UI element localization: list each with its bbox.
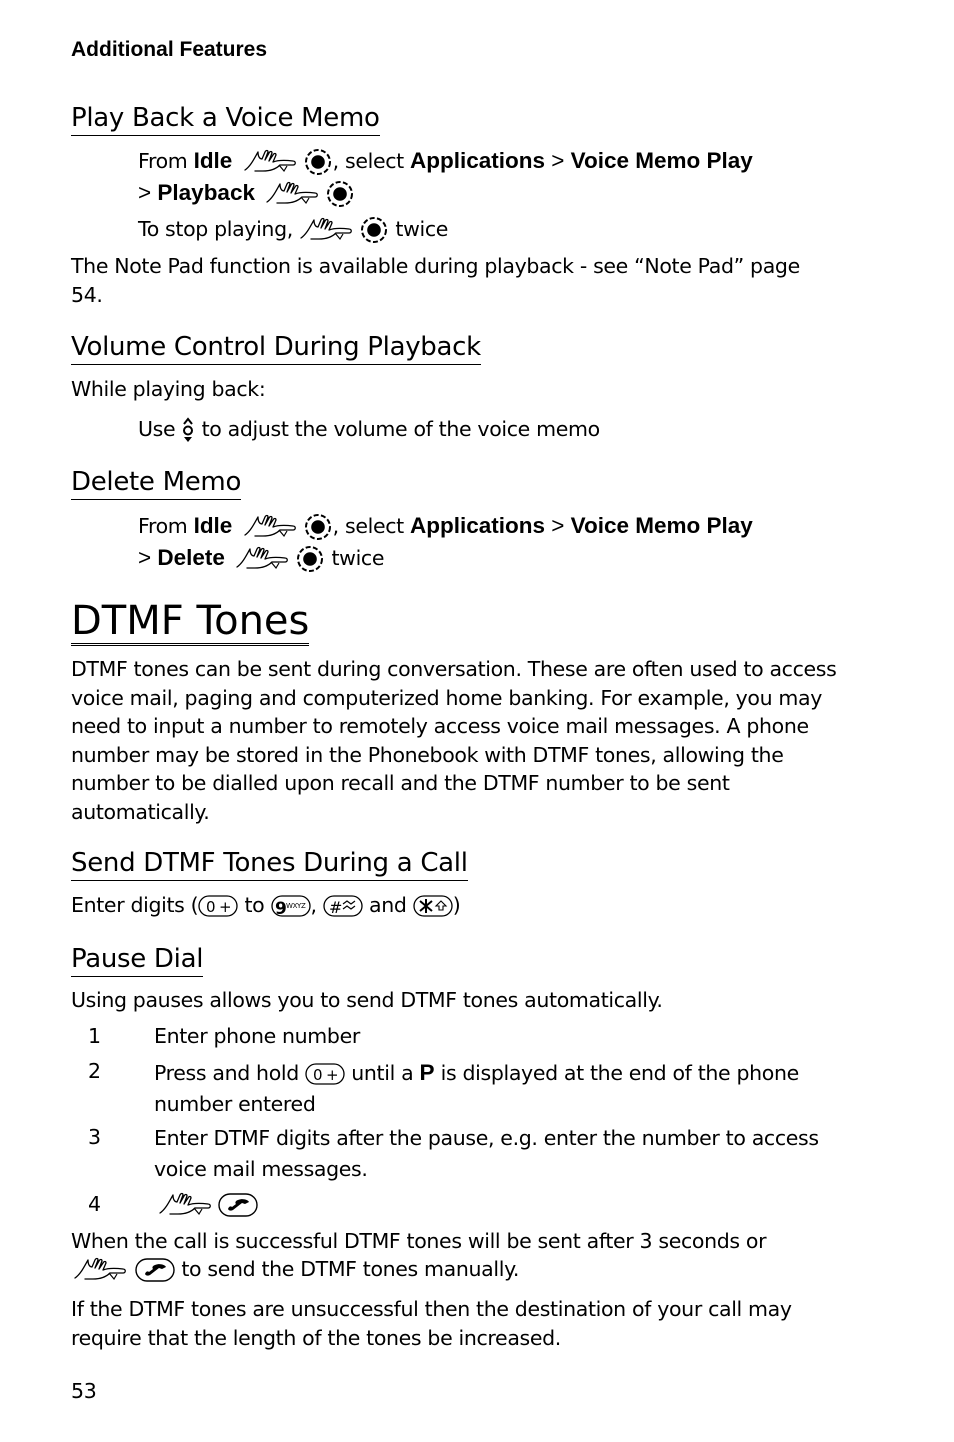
pause-steps-list (0, 1022, 954, 1216)
success-line1: When the call is successful DTMF tones will be sent after 3 seconds or (71, 1229, 767, 1253)
nav-select-key-icon (303, 147, 333, 177)
playback-instruction-line1: From Idle , select Applications > Voice Memo Play (138, 147, 753, 177)
key-star-icon (413, 895, 453, 917)
nav-select-key-icon (325, 179, 355, 209)
hand-press-icon (243, 149, 297, 175)
up-down-scroll-icon (181, 417, 195, 443)
hand-press-icon (158, 1192, 212, 1218)
section-heading-send-dtmf: Send DTMF Tones During a Call (71, 849, 468, 881)
running-header: Additional Features (71, 38, 268, 61)
hand-press-icon (71, 1257, 129, 1283)
key-hash-icon (323, 895, 363, 917)
pause-intro: Using pauses allows you to send DTMF tones automatically. (71, 988, 663, 1012)
nav-select-key-icon (295, 544, 325, 574)
step-number: 1 (88, 1024, 101, 1048)
section-heading-delete: Delete Memo (71, 468, 241, 500)
section-heading-playback: Play Back a Voice Memo (71, 104, 380, 136)
step-icons (154, 1190, 854, 1219)
key-9-wxyz-icon (271, 895, 311, 917)
delete-instruction-line2: > Delete twice (138, 544, 384, 574)
playback-instruction-line2: > Playback (138, 179, 355, 209)
nav-select-key-icon (303, 512, 333, 542)
step-number: 2 (88, 1059, 101, 1083)
step-text: Press and hold until a P is displayed at the end of the phone number entered (154, 1060, 799, 1116)
send-call-key-icon (218, 1193, 258, 1217)
step-text: Enter phone number (154, 1024, 360, 1048)
hand-press-icon (299, 217, 353, 243)
step-number: 3 (88, 1125, 101, 1149)
hand-press-icon (243, 514, 297, 540)
hand-press-icon (235, 546, 289, 572)
hand-press-icon (265, 181, 319, 207)
section-heading-volume: Volume Control During Playback (71, 333, 481, 365)
send-call-key-icon (135, 1258, 175, 1282)
enter-digits-line: Enter digits ( to , and ) (71, 893, 461, 917)
key-0-plus-icon (198, 895, 238, 917)
step-number: 4 (88, 1192, 101, 1216)
page-number: 53 (71, 1379, 97, 1403)
chapter-heading-dtmf: DTMF Tones (71, 598, 310, 644)
dtmf-intro-paragraph: DTMF tones can be sent during conversation. These are often used to access voice mail, paging and computerized home banking. For example, you may need to input a number to remotely access voice mail messages. A phone number may be stored in the Phonebook with DTMF tones, allowing the number to be dialled upon recall and the DTMF number to be sent automatically. (71, 657, 837, 824)
step-text: Enter DTMF digits after the pause, e.g. enter the number to access voice mail messages. (154, 1126, 819, 1181)
section-heading-pause-dial: Pause Dial (71, 945, 203, 977)
success-line2: to send the DTMF tones manually. (71, 1255, 519, 1284)
delete-instruction-line1: From Idle , select Applications > Voice Memo Play (138, 512, 753, 542)
unsuccessful-paragraph: If the DTMF tones are unsuccessful then the destination of your call may require that the length of the tones be increased. (71, 1297, 792, 1350)
idle-label: Idle (193, 148, 233, 173)
note-pad-paragraph: The Note Pad function is available during playback - see “Note Pad” page 54. (71, 254, 800, 307)
stop-playing-line: To stop playing, twice (138, 215, 448, 245)
key-0-plus-icon (305, 1063, 345, 1085)
volume-instruction: Use to adjust the volume of the voice memo (138, 417, 600, 441)
nav-select-key-icon (359, 215, 389, 245)
volume-intro: While playing back: (71, 377, 266, 401)
